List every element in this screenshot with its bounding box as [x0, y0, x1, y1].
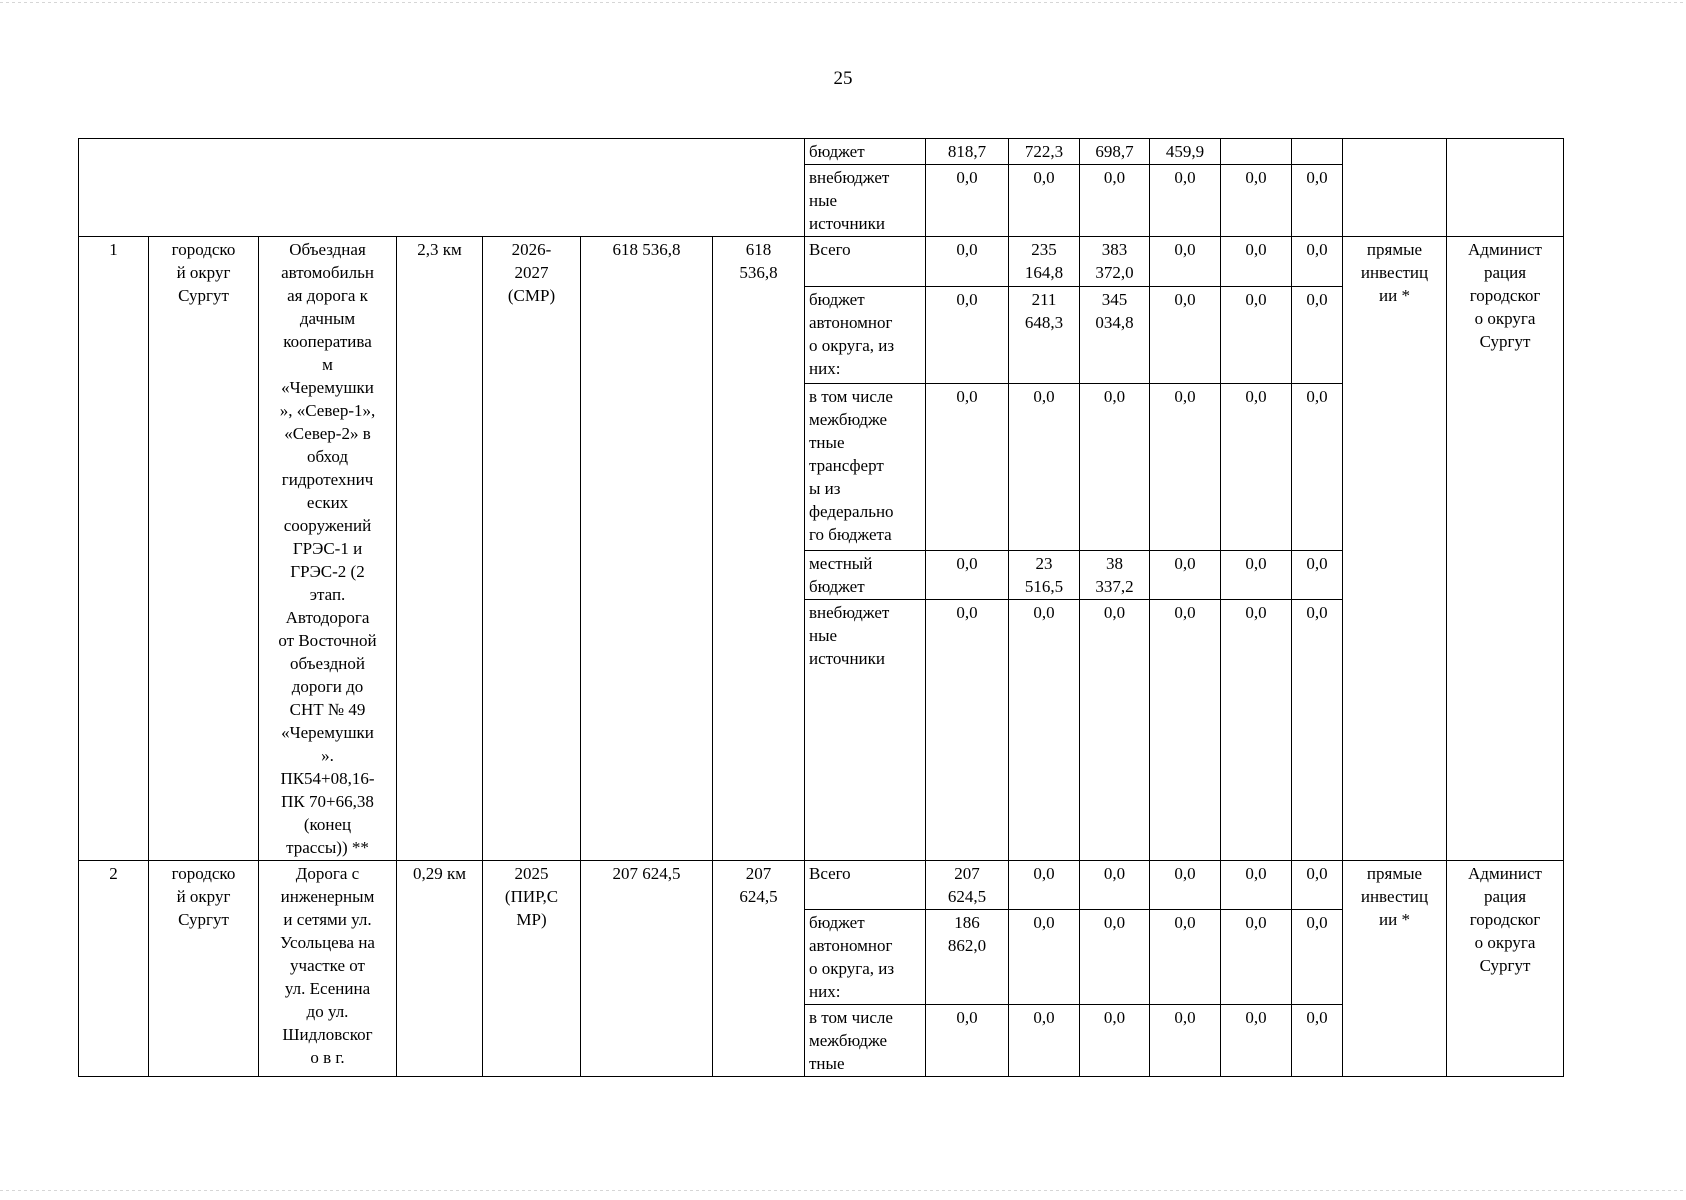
- funding-value-cell: 0,0: [1080, 165, 1150, 237]
- funding-value-cell: 0,0: [1221, 286, 1292, 383]
- funding-value-cell: 0,0: [1009, 861, 1080, 910]
- funding-value-cell: 207 624,5: [926, 861, 1009, 910]
- funding-value-cell: 818,7: [926, 139, 1009, 165]
- funding-value-cell: 0,0: [926, 383, 1009, 550]
- capacity-cell: 0,29 км: [397, 861, 483, 1077]
- funding-value-cell: 0,0: [926, 550, 1009, 600]
- funding-source-cell: в том числе межбюдже тные: [805, 1005, 926, 1077]
- funding-value-cell: 0,0: [1009, 383, 1080, 550]
- funding-value-cell: 0,0: [926, 165, 1009, 237]
- funding-value-cell: 0,0: [1221, 910, 1292, 1005]
- funding-value-cell: 0,0: [926, 286, 1009, 383]
- funding-source-cell: бюджет: [805, 139, 926, 165]
- cost-cell: 618 536,8: [581, 237, 713, 861]
- customer-cell: Админист рация городског о округа Сургут: [1447, 861, 1564, 1077]
- funding-value-cell: 0,0: [1221, 600, 1292, 861]
- project-name-cell: Дорога с инженерным и сетями ул. Усольцева на участке от ул. Есенина до ул. Шидловског о в г.: [259, 861, 397, 1077]
- funding-value-cell: 0,0: [926, 1005, 1009, 1077]
- funding-value-cell: 0,0: [926, 600, 1009, 861]
- funding-value-cell: 38 337,2: [1080, 550, 1150, 600]
- funding-value-cell: 0,0: [1009, 910, 1080, 1005]
- funding-value-cell: 0,0: [1292, 286, 1343, 383]
- funding-value-cell: 0,0: [1292, 550, 1343, 600]
- period-cell: 2025 (ПИР,С МР): [483, 861, 581, 1077]
- funding-value-cell: 0,0: [1150, 910, 1221, 1005]
- funding-value-cell: 459,9: [1150, 139, 1221, 165]
- funding-value-cell: 0,0: [1009, 165, 1080, 237]
- funding-value-cell: 0,0: [1150, 237, 1221, 287]
- funding-value-cell: 23 516,5: [1009, 550, 1080, 600]
- capacity-cell: 2,3 км: [397, 237, 483, 861]
- page-number: 25: [833, 68, 853, 89]
- funding-value-cell: 0,0: [926, 237, 1009, 287]
- funding-value-cell: 0,0: [1080, 1005, 1150, 1077]
- scan-edge-top: [0, 2, 1686, 3]
- funding-source-cell: внебюджет ные источники: [805, 600, 926, 861]
- funding-value-cell: 0,0: [1150, 550, 1221, 600]
- funding-value-cell: 0,0: [1009, 600, 1080, 861]
- funding-value-cell: 345 034,8: [1080, 286, 1150, 383]
- table-row: [79, 237, 1564, 287]
- funding-value-cell: 0,0: [1221, 1005, 1292, 1077]
- funding-value-cell: 0,0: [1009, 1005, 1080, 1077]
- municipality-cell: городско й округ Сургут: [149, 861, 259, 1077]
- funding-value-cell: 0,0: [1150, 1005, 1221, 1077]
- funding-value-cell: 211 648,3: [1009, 286, 1080, 383]
- funding-value-cell: 722,3: [1009, 139, 1080, 165]
- carryover-blank-cell: [79, 139, 805, 237]
- customer-cell-blank: [1447, 139, 1564, 237]
- funding-value-cell: 235 164,8: [1009, 237, 1080, 287]
- funding-value-cell: 186 862,0: [926, 910, 1009, 1005]
- funding-value-cell: 0,0: [1150, 383, 1221, 550]
- investment-table: [78, 138, 1564, 1077]
- funding-value-cell: 0,0: [1292, 383, 1343, 550]
- funding-source-cell: Всего: [805, 237, 926, 287]
- funding-source-cell: внебюджет ные источники: [805, 165, 926, 237]
- funding-value-cell: 0,0: [1221, 165, 1292, 237]
- remaining-cost-cell: 207 624,5: [713, 861, 805, 1077]
- funding-value-cell: 0,0: [1080, 600, 1150, 861]
- funding-value-cell: 0,0: [1150, 600, 1221, 861]
- scan-edge-bottom: [0, 1190, 1686, 1191]
- form-cell-blank: [1343, 139, 1447, 237]
- funding-value-cell: 0,0: [1080, 383, 1150, 550]
- funding-value-cell: 0,0: [1150, 286, 1221, 383]
- project-number-cell: 1: [79, 237, 149, 861]
- funding-value-cell: 0,0: [1150, 165, 1221, 237]
- funding-value-cell: 698,7: [1080, 139, 1150, 165]
- funding-value-cell: 0,0: [1221, 550, 1292, 600]
- project-name-cell: Объездная автомобильн ая дорога к дачным кооператива м «Черемушки », «Север-1», «Север-2» в обход гидротехнич еских сооружений ГРЭС-1 и ГРЭС-2 (2 этап. Автодорога от Восточной объездной дороги до СНТ № 49 «Черемушки ». ПК54+08,16- ПК 70+66,38 (конец трассы)) **: [259, 237, 397, 861]
- period-cell: 2026- 2027 (СМР): [483, 237, 581, 861]
- funding-source-cell: бюджет автономног о округа, из них:: [805, 910, 926, 1005]
- funding-value-cell: 0,0: [1221, 383, 1292, 550]
- funding-source-cell: в том числе межбюдже тные трансферт ы из федерально го бюджета: [805, 383, 926, 550]
- funding-source-cell: местный бюджет: [805, 550, 926, 600]
- funding-source-cell: Всего: [805, 861, 926, 910]
- funding-value-cell: 0,0: [1080, 910, 1150, 1005]
- funding-value-cell: 0,0: [1292, 600, 1343, 861]
- funding-value-cell: 383 372,0: [1080, 237, 1150, 287]
- funding-value-cell: 0,0: [1150, 861, 1221, 910]
- municipality-cell: городско й округ Сургут: [149, 237, 259, 861]
- funding-value-cell: 0,0: [1080, 861, 1150, 910]
- funding-value-cell: 0,0: [1292, 910, 1343, 1005]
- customer-cell: Админист рация городског о округа Сургут: [1447, 237, 1564, 861]
- funding-value-cell: [1292, 139, 1343, 165]
- funding-value-cell: 0,0: [1221, 237, 1292, 287]
- funding-value-cell: [1221, 139, 1292, 165]
- funding-value-cell: 0,0: [1292, 237, 1343, 287]
- project-number-cell: 2: [79, 861, 149, 1077]
- funding-value-cell: 0,0: [1292, 165, 1343, 237]
- table-row: [79, 139, 1564, 165]
- funding-value-cell: 0,0: [1221, 861, 1292, 910]
- funding-source-cell: бюджет автономног о округа, из них:: [805, 286, 926, 383]
- investment-form-cell: прямые инвестиц ии *: [1343, 861, 1447, 1077]
- funding-value-cell: 0,0: [1292, 1005, 1343, 1077]
- funding-value-cell: 0,0: [1292, 861, 1343, 910]
- cost-cell: 207 624,5: [581, 861, 713, 1077]
- table-row: [79, 861, 1564, 910]
- investment-form-cell: прямые инвестиц ии *: [1343, 237, 1447, 861]
- table-body: [79, 139, 1564, 1077]
- remaining-cost-cell: 618 536,8: [713, 237, 805, 861]
